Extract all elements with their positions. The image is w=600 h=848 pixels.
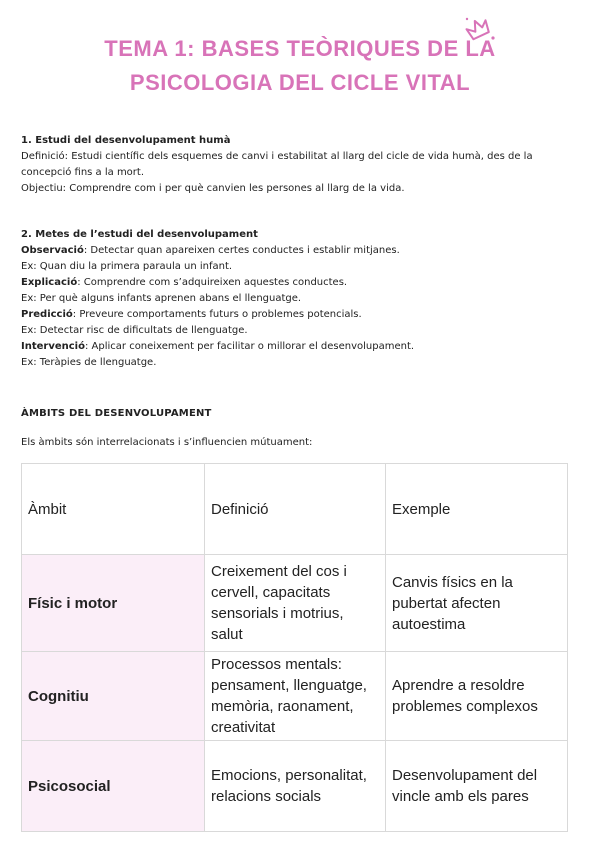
goal-example: Ex: Teràpies de llenguatge. xyxy=(21,357,157,368)
cell-exemple: Desenvolupament del vincle amb els pares xyxy=(386,741,568,832)
cell-definicio: Emocions, personalitat, relacions socials xyxy=(205,741,386,832)
definition-paragraph xyxy=(21,149,551,181)
section-metes xyxy=(21,227,551,371)
section-estudi xyxy=(21,133,551,197)
ambits-table xyxy=(21,463,568,832)
goal-text: : Comprendre com s’adquireixen aquestes conductes. xyxy=(77,277,348,288)
goal-label: Observació xyxy=(21,245,84,256)
goal-item xyxy=(21,307,551,323)
cell-ambit: Físic i motor xyxy=(22,555,205,652)
cell-definicio: Processos mentals: pensament, llenguatge, memòria, raonament, creativitat xyxy=(205,652,386,741)
goal-example: Ex: Per què alguns infants aprenen abans el llenguatge. xyxy=(21,293,302,304)
objective-label: Objectiu: xyxy=(21,183,67,194)
cell-definicio: Creixement del cos i cervell, capacitats sensorials i motrius, salut xyxy=(205,555,386,652)
header-ambit: Àmbit xyxy=(22,464,205,555)
goal-label: Predicció xyxy=(21,309,73,320)
cell-exemple: Canvis físics en la pubertat afecten autoestima xyxy=(386,555,568,652)
header-exemple: Exemple xyxy=(386,464,568,555)
definition-text: Estudi científic dels esquemes de canvi i estabilitat al llarg del cicle de vida humà, des de la concepció fins a la mort. xyxy=(21,151,533,178)
goal-text: : Detectar quan apareixen certes conductes i establir mitjanes. xyxy=(83,245,400,256)
section-heading: 2. Metes de l’estudi del desenvolupament xyxy=(21,229,258,240)
goal-label: Intervenció xyxy=(21,341,85,352)
table-row xyxy=(22,652,568,741)
cell-exemple: Aprendre a resoldre problemes complexos xyxy=(386,652,568,741)
objective-text: Comprendre com i per què canvien les persones al llarg de la vida. xyxy=(66,183,405,194)
cell-ambit: Cognitiu xyxy=(22,652,205,741)
table-header-row xyxy=(22,464,568,555)
cell-ambit: Psicosocial xyxy=(22,741,205,832)
goal-item xyxy=(21,275,551,291)
ambits-heading: ÀMBITS DEL DESENVOLUPAMENT xyxy=(21,408,212,419)
goal-label: Explicació xyxy=(21,277,78,288)
page-title xyxy=(0,32,600,100)
title-line-1: TEMA 1: BASES TEÒRIQUES DE LA xyxy=(104,36,496,61)
goal-item xyxy=(21,339,551,355)
definition-label: Definició: xyxy=(21,151,69,162)
header-definicio: Definició xyxy=(205,464,386,555)
ambits-intro: Els àmbits són interrelacionats i s’influencien mútuament: xyxy=(21,437,313,448)
goal-text: : Preveure comportaments futurs o problemes potencials. xyxy=(72,309,362,320)
goal-example: Ex: Detectar risc de dificultats de llenguatge. xyxy=(21,325,248,336)
table-row xyxy=(22,555,568,652)
section-heading: 1. Estudi del desenvolupament humà xyxy=(21,135,231,146)
goal-text: : Aplicar coneixement per facilitar o millorar el desenvolupament. xyxy=(84,341,415,352)
objective-paragraph xyxy=(21,181,551,197)
title-line-2: PSICOLOGIA DEL CICLE VITAL xyxy=(129,70,471,95)
goal-item xyxy=(21,243,551,259)
table-row xyxy=(22,741,568,832)
goal-example: Ex: Quan diu la primera paraula un infant. xyxy=(21,261,233,272)
